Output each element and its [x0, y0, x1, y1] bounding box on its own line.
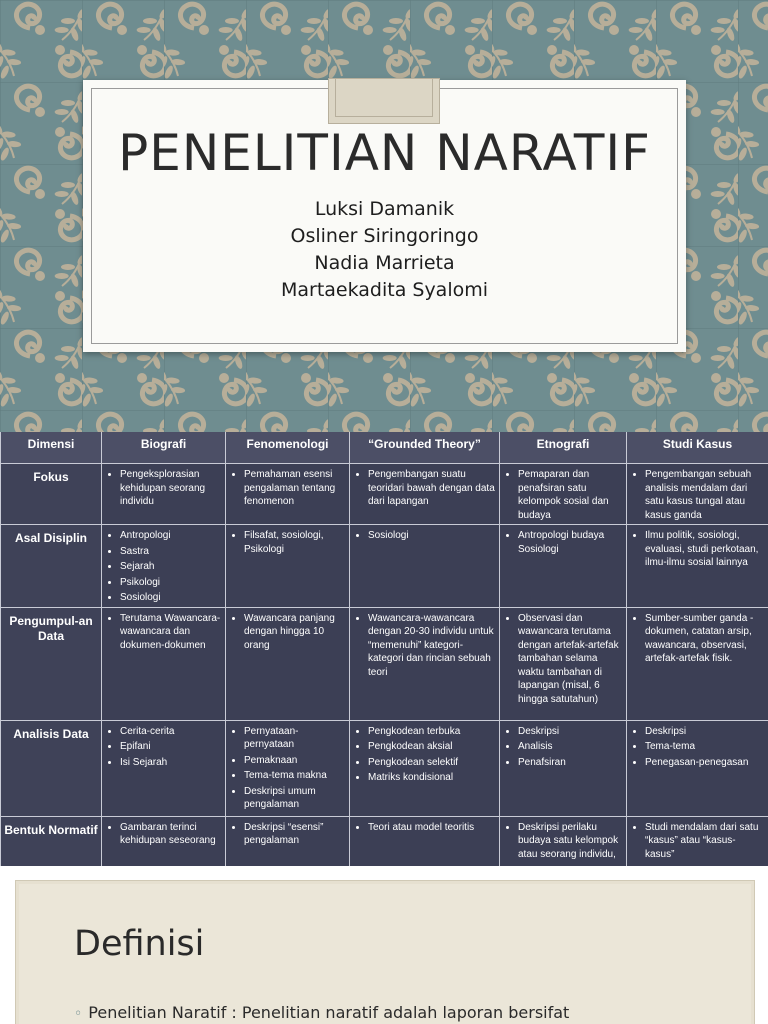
- author-list: [83, 196, 686, 304]
- column-header: Dimensi: [1, 432, 102, 464]
- column-header: Studi Kasus: [627, 432, 768, 464]
- table-row: [1, 525, 768, 608]
- cell-item: • Antropologi budaya Sosiologi: [518, 529, 622, 556]
- cell-item: • Sumber-sumber ganda - dokumen, catatan arsip, wawancara, observasi, artefak-artefak fisik.: [645, 612, 764, 666]
- cell-item: • Deskripsi: [518, 725, 622, 739]
- table-cell: [500, 816, 627, 866]
- column-header: Biografi: [102, 432, 226, 464]
- cell-item: • Pengkodean terbuka: [368, 725, 495, 739]
- table-cell: [102, 720, 226, 816]
- cell-item: • Matriks kondisional: [368, 771, 495, 785]
- table-cell: [102, 464, 226, 525]
- table-row: [1, 464, 768, 525]
- row-header: Pengumpul-an Data: [1, 607, 102, 720]
- cell-item: • Pemaknaan: [244, 754, 345, 768]
- table-cell: [226, 525, 350, 608]
- row-header: Bentuk Normatif: [1, 816, 102, 866]
- table-cell: [226, 464, 350, 525]
- table-cell: [102, 525, 226, 608]
- table-cell: [627, 607, 768, 720]
- column-header: Fenomenologi: [226, 432, 350, 464]
- table-cell: [627, 464, 768, 525]
- definition-text: Penelitian Naratif : Penelitian naratif adalah laporan bersifat: [88, 1003, 570, 1022]
- table-cell: [350, 816, 500, 866]
- row-header: Asal Disiplin: [1, 525, 102, 608]
- cell-item: • Pengembangan suatu teoridari bawah dengan data dari lapangan: [368, 468, 495, 509]
- cell-item: • Sosiologi: [368, 529, 495, 543]
- cell-item: • Epifani: [120, 740, 221, 754]
- table-cell: [102, 607, 226, 720]
- table-cell: [500, 720, 627, 816]
- cell-item: • Pengeksplorasian kehidupan seorang individu: [120, 468, 221, 509]
- definition-heading: Definisi: [74, 924, 205, 964]
- cell-item: • Wawancara-wawancara dengan 20-30 individu untuk “memenuhi” kategori-kategori dan rincian sebuah teori: [368, 612, 495, 680]
- cell-item: • Penafsiran: [518, 756, 622, 770]
- cell-item: • Analisis: [518, 740, 622, 754]
- author-name: Luksi Damanik: [314, 198, 455, 220]
- comparison-table: [0, 432, 768, 866]
- cell-item: • Deskripsi “esensi” pengalaman: [244, 821, 345, 848]
- presentation-title: PENELITIAN NARATIF: [118, 124, 651, 182]
- table-row: [1, 720, 768, 816]
- table-header-row: [1, 432, 768, 464]
- cell-item: • Observasi dan wawancara terutama dengan artefak-artefak tambahan selama waktu tambahan di lapangan (misal, 6 hingga satutahun): [518, 612, 622, 707]
- column-header: “Grounded Theory”: [350, 432, 500, 464]
- cell-item: • Deskripsi perilaku budaya satu kelompok atau seorang individu,: [518, 821, 622, 862]
- title-slide: [0, 0, 768, 432]
- cell-item: • Terutama Wawancara-wawancara dan dokumen-dokumen: [120, 612, 221, 653]
- cell-item: • Psikologi: [120, 576, 221, 590]
- cell-item: • Pemaparan dan penafsiran satu kelompok sosial dan budaya: [518, 468, 622, 522]
- cell-item: • Pemahaman esensi pengalaman tentang fenomenon: [244, 468, 345, 509]
- table-cell: [350, 720, 500, 816]
- cell-item: • Antropologi: [120, 529, 221, 543]
- table-cell: [627, 525, 768, 608]
- title-card: [83, 80, 686, 352]
- cell-item: • Cerita-cerita: [120, 725, 221, 739]
- table-cell: [500, 525, 627, 608]
- cell-item: • Tema-tema makna: [244, 769, 345, 783]
- column-header: Etnografi: [500, 432, 627, 464]
- cell-item: • Sosiologi: [120, 591, 221, 605]
- author-name: Osliner Siringoringo: [290, 225, 479, 247]
- table-cell: [102, 816, 226, 866]
- cell-item: • Pengkodean aksial: [368, 740, 495, 754]
- cell-item: • Teori atau model teoritis: [368, 821, 495, 835]
- cell-item: • Gambaran terinci kehidupan seseorang: [120, 821, 221, 848]
- cell-item: • Pengembangan sebuah analisis mendalam dari satu kasus tungal atau kasus ganda: [645, 468, 764, 522]
- author-name: Nadia Marrieta: [314, 252, 455, 274]
- cell-item: • Isi Sejarah: [120, 756, 221, 770]
- table-cell: [350, 525, 500, 608]
- cell-item: • Tema-tema: [645, 740, 764, 754]
- cell-item: • Deskripsi umum pengalaman: [244, 785, 345, 812]
- table-cell: [350, 607, 500, 720]
- definition-card: [15, 880, 755, 1024]
- row-header: Fokus: [1, 464, 102, 525]
- table-cell: [226, 720, 350, 816]
- cell-item: • Penegasan-penegasan: [645, 756, 764, 770]
- table-cell: [627, 720, 768, 816]
- comparison-table-slide: [0, 432, 768, 866]
- cell-item: • Sejarah: [120, 560, 221, 574]
- cell-item: • Filsafat, sosiologi, Psikologi: [244, 529, 345, 556]
- table-cell: [226, 607, 350, 720]
- cell-item: • Ilmu politik, sosiologi, evaluasi, studi perkotaan, ilmu-ilmu sosial lainnya: [645, 529, 764, 570]
- cell-item: • Sastra: [120, 545, 221, 559]
- cell-item: • Pengkodean selektif: [368, 756, 495, 770]
- table-cell: [350, 464, 500, 525]
- table-cell: [627, 816, 768, 866]
- row-header: Analisis Data: [1, 720, 102, 816]
- author-name: Martaekadita Syalomi: [280, 279, 489, 301]
- table-cell: [500, 607, 627, 720]
- table-row: [1, 607, 768, 720]
- bullet-icon: ◦: [74, 1006, 83, 1022]
- definition-bullet-line: [74, 1003, 569, 1022]
- cell-item: • Studi mendalam dari satu “kasus” atau “kasus-kasus”: [645, 821, 764, 862]
- table-row: [1, 816, 768, 866]
- cell-item: • Deskripsi: [645, 725, 764, 739]
- table-cell: [226, 816, 350, 866]
- definition-slide: [0, 866, 768, 1024]
- cell-item: • Wawancara panjang dengan hingga 10 orang: [244, 612, 345, 653]
- table-cell: [500, 464, 627, 525]
- cell-item: • Pernyataan-pernyataan: [244, 725, 345, 752]
- title-card-tab: [328, 78, 440, 124]
